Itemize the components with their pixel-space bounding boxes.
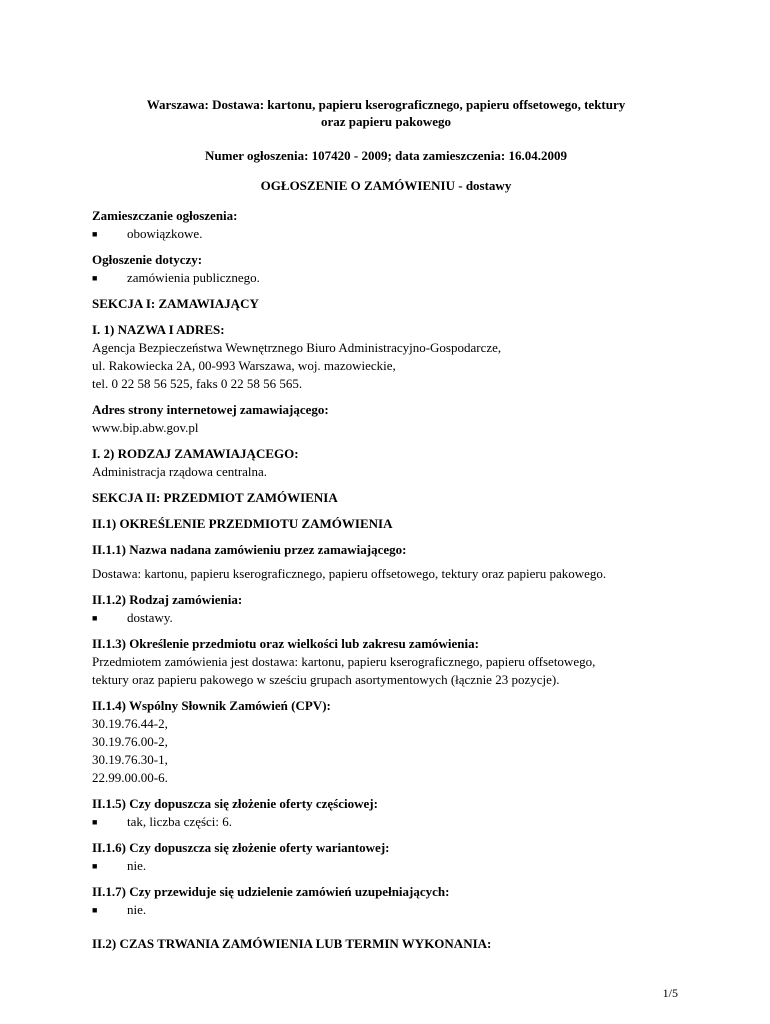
cpv-code-list: [92, 715, 680, 787]
address-line: Agencja Bezpieczeństwa Wewnętrznego Biuro Administracyjno-Gospodarcze,: [92, 340, 502, 355]
bullet-square-icon: ■: [92, 817, 98, 827]
website-label: Adres strony internetowej zamawiającego:: [92, 402, 329, 417]
order-scope-question: II.1.3) Określenie przedmiotu oraz wielkości lub zakresu zamówienia:: [92, 636, 479, 651]
website-link[interactable]: www.bip.abw.gov.pl: [92, 420, 199, 435]
bullet-square-icon: ■: [92, 905, 98, 915]
notice-type: OGŁOSZENIE O ZAMÓWIENIU - dostawy: [260, 178, 512, 193]
section-2-heading: SEKCJA II: PRZEDMIOT ZAMÓWIENIA: [92, 490, 338, 505]
order-type-answer: dostawy.: [127, 610, 173, 625]
notice-number: Numer ogłoszenia: 107420 - 2009; data zamieszczenia: 16.04.2009: [205, 148, 567, 163]
section-1-heading: SEKCJA I: ZAMAWIAJĄCY: [92, 296, 259, 311]
posting-value: obowiązkowe.: [127, 226, 203, 241]
partial-offer-answer: tak, liczba części: 6.: [127, 814, 233, 829]
document-body: [92, 96, 680, 953]
scope-line: Przedmiotem zamówienia jest dostawa: kartonu, papieru kserograficznego, papieru offsetowego,: [92, 654, 596, 669]
document-title-line-2: oraz papieru pakowego: [321, 114, 451, 129]
name-address-heading: I. 1) NAZWA I ADRES:: [92, 322, 225, 337]
bullet-square-icon: ■: [92, 861, 98, 871]
document-title-line-1: Warszawa: Dostawa: kartonu, papieru kserograficznego, papieru offsetowego, tektury: [146, 97, 626, 112]
supplementary-orders-question: II.1.7) Czy przewiduje się udzielenie zamówień uzupełniających:: [92, 884, 450, 899]
scope-line: tektury oraz papieru pakowego w sześciu grupach asortymentowych (łącznie 23 pozycje).: [92, 672, 560, 687]
order-scope-answer: [92, 653, 680, 689]
address-line: tel. 0 22 58 56 525, faks 0 22 58 56 565.: [92, 376, 303, 391]
concerns-label: Ogłoszenie dotyczy:: [92, 252, 203, 267]
cpv-question: II.1.4) Wspólny Słownik Zamówień (CPV):: [92, 698, 331, 713]
contracting-authority-address: [92, 339, 680, 393]
order-type-bullet-item: [92, 609, 680, 627]
order-name-answer: Dostawa: kartonu, papieru kserograficznego, papieru offsetowego, tektury oraz papieru pakowego.: [92, 566, 607, 581]
cpv-code: 30.19.76.00-2,: [92, 734, 168, 749]
posting-bullet-item: [92, 225, 680, 243]
cpv-code: 22.99.00.00-6.: [92, 770, 168, 785]
order-name-question: II.1.1) Nazwa nadana zamówieniu przez zamawiającego:: [92, 542, 407, 557]
bullet-square-icon: ■: [92, 273, 98, 283]
order-type-question: II.1.2) Rodzaj zamówienia:: [92, 592, 243, 607]
page-number: 1/5: [662, 986, 678, 1000]
authority-type-value: Administracja rządowa centralna.: [92, 464, 268, 479]
concerns-value: zamówienia publicznego.: [127, 270, 260, 285]
posting-label: Zamieszczanie ogłoszenia:: [92, 208, 238, 223]
partial-offer-question: II.1.5) Czy dopuszcza się złożenie oferty częściowej:: [92, 796, 378, 811]
subject-definition-heading: II.1) OKREŚLENIE PRZEDMIOTU ZAMÓWIENIA: [92, 516, 393, 531]
concerns-bullet-item: [92, 269, 680, 287]
supplementary-orders-bullet-item: [92, 901, 680, 919]
cpv-code: 30.19.76.44-2,: [92, 716, 168, 731]
cpv-code: 30.19.76.30-1,: [92, 752, 168, 767]
authority-type-heading: I. 2) RODZAJ ZAMAWIAJĄCEGO:: [92, 446, 299, 461]
address-line: ul. Rakowiecka 2A, 00-993 Warszawa, woj. mazowieckie,: [92, 358, 396, 373]
supplementary-orders-answer: nie.: [127, 902, 147, 917]
variant-offer-answer: nie.: [127, 858, 147, 873]
duration-heading: II.2) CZAS TRWANIA ZAMÓWIENIA LUB TERMIN WYKONANIA:: [92, 936, 492, 951]
bullet-square-icon: ■: [92, 613, 98, 623]
bullet-square-icon: ■: [92, 229, 98, 239]
variant-offer-bullet-item: [92, 857, 680, 875]
partial-offer-bullet-item: [92, 813, 680, 831]
variant-offer-question: II.1.6) Czy dopuszcza się złożenie oferty wariantowej:: [92, 840, 390, 855]
